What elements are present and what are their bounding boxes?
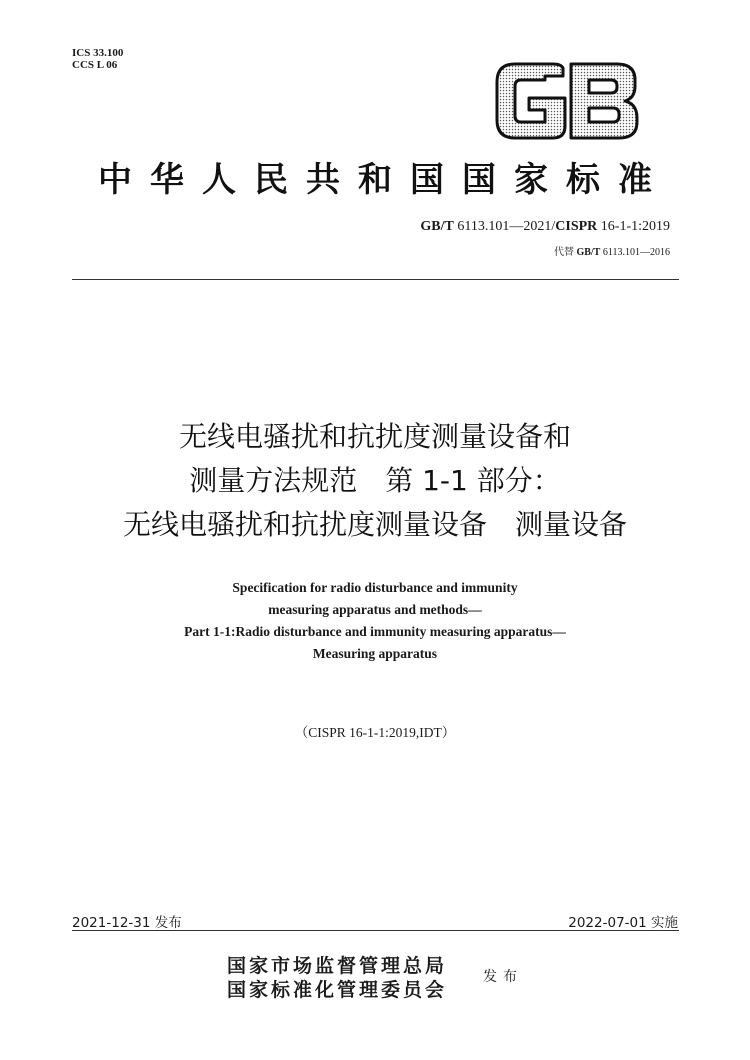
english-title-line-1: Specification for radio disturbance and immunity bbox=[232, 580, 518, 595]
english-title-line-2: measuring apparatus and methods— bbox=[268, 602, 482, 617]
cispr-number: 16-1-1:2019 bbox=[600, 219, 670, 234]
issuer-sac: 国家标准化管理委员会 bbox=[227, 979, 448, 1001]
chinese-title-line-2: 测量方法规范 第 1-1 部分： bbox=[189, 464, 561, 497]
issuing-authorities bbox=[227, 954, 447, 1002]
cispr-label: CISPR bbox=[555, 219, 598, 234]
standard-prefix: GB/T bbox=[420, 219, 454, 234]
english-title-line-3: Part 1-1:Radio disturbance and immunity measuring apparatus— bbox=[184, 624, 566, 639]
replaces-label: 代替 bbox=[553, 247, 574, 258]
standard-category-title: 中华人民共和国国家标准 bbox=[98, 160, 670, 200]
publish-label: 发布 bbox=[483, 969, 523, 985]
english-title bbox=[0, 577, 750, 665]
standard-number-value: 6113.101—2021/ bbox=[457, 219, 556, 234]
ccs-code: CCS L 06 bbox=[72, 59, 118, 71]
issue-date: 2021-12-31 发布 bbox=[72, 915, 182, 931]
replaces-number: 6113.101—2016 bbox=[602, 247, 670, 258]
chinese-title bbox=[0, 415, 750, 547]
header-divider bbox=[72, 279, 679, 280]
chinese-title-line-1: 无线电骚扰和抗扰度测量设备和 bbox=[178, 420, 571, 453]
classification-codes bbox=[72, 47, 123, 71]
footer-divider bbox=[72, 930, 679, 931]
english-title-line-4: Measuring apparatus bbox=[312, 646, 438, 661]
chinese-title-line-3: 无线电骚扰和抗扰度测量设备 测量设备 bbox=[122, 508, 627, 541]
gb-logo bbox=[493, 62, 639, 140]
adoption-statement: （CISPR 16-1-1:2019,IDT） bbox=[294, 725, 456, 740]
issuer-samr: 国家市场监督管理总局 bbox=[227, 955, 448, 977]
replaces-line bbox=[554, 243, 670, 258]
implementation-date: 2022-07-01 实施 bbox=[568, 915, 678, 931]
replaces-prefix: GB/T bbox=[576, 247, 601, 258]
ics-code: ICS 33.100 bbox=[72, 47, 124, 59]
standard-number bbox=[420, 219, 670, 235]
